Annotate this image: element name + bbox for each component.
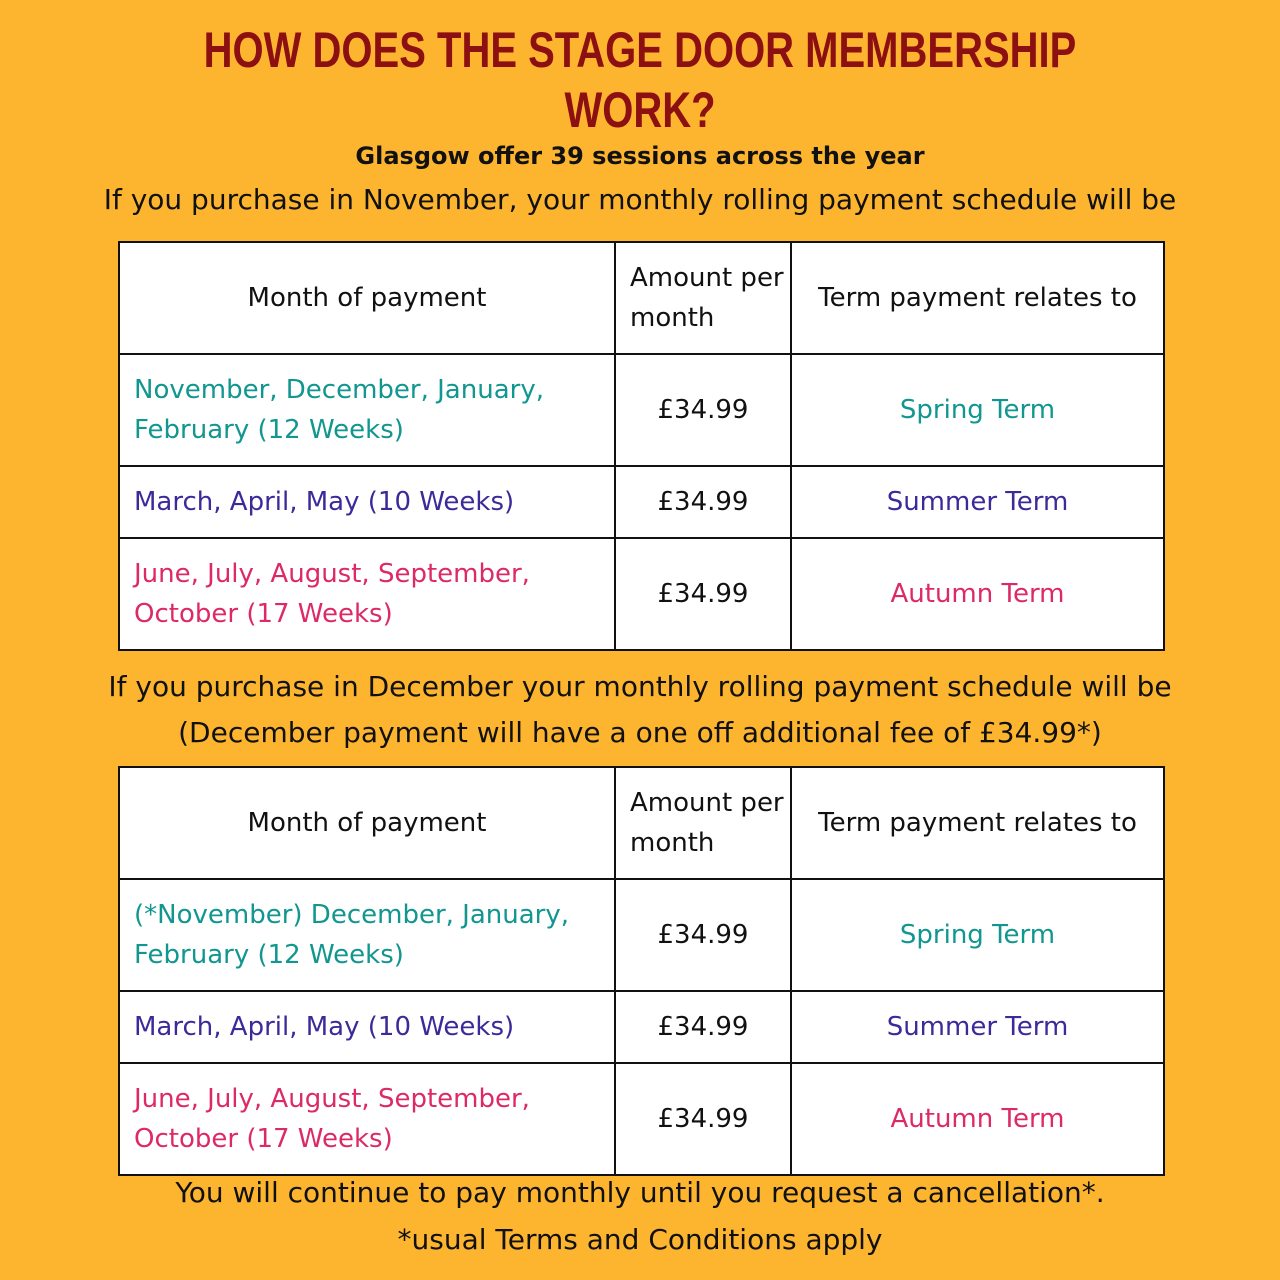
row-amount: £34.99 (615, 466, 791, 538)
table-row (119, 354, 1164, 466)
row-term: Summer Term (791, 466, 1164, 538)
row-months: March, April, May (10 Weeks) (119, 991, 615, 1063)
row-months: June, July, August, September, October (17 Weeks) (119, 538, 615, 650)
row-amount: £34.99 (615, 1063, 791, 1175)
december-fee-note: (December payment will have a one off additional fee of £34.99*) (178, 716, 1102, 749)
header-amount: Amount per month (615, 242, 791, 354)
november-schedule-table (118, 241, 1165, 651)
header-month: Month of payment (119, 242, 615, 354)
row-months: November, December, January, February (12 Weeks) (119, 354, 615, 466)
cancellation-note: You will continue to pay monthly until you request a cancellation*. (175, 1176, 1105, 1209)
row-amount: £34.99 (615, 538, 791, 650)
row-months: March, April, May (10 Weeks) (119, 466, 615, 538)
header-amount: Amount per month (615, 767, 791, 879)
sessions-subheading: Glasgow offer 39 sessions across the year (355, 142, 925, 170)
row-term: Summer Term (791, 991, 1164, 1063)
row-term: Autumn Term (791, 538, 1164, 650)
row-term: Autumn Term (791, 1063, 1164, 1175)
table-row (119, 466, 1164, 538)
row-term: Spring Term (791, 354, 1164, 466)
row-amount: £34.99 (615, 354, 791, 466)
november-intro: If you purchase in November, your monthly rolling payment schedule will be (103, 183, 1177, 216)
header-month: Month of payment (119, 767, 615, 879)
table-row (119, 1063, 1164, 1175)
header-term: Term payment relates to (791, 767, 1164, 879)
row-months: June, July, August, September, October (17 Weeks) (119, 1063, 615, 1175)
table-header-row (119, 242, 1164, 354)
terms-note: *usual Terms and Conditions apply (397, 1223, 883, 1256)
december-schedule-table (118, 766, 1165, 1176)
header-term: Term payment relates to (791, 242, 1164, 354)
table-row (119, 538, 1164, 650)
row-amount: £34.99 (615, 991, 791, 1063)
row-term: Spring Term (791, 879, 1164, 991)
row-amount: £34.99 (615, 879, 791, 991)
table-row (119, 879, 1164, 991)
december-intro: If you purchase in December your monthly rolling payment schedule will be (108, 670, 1172, 703)
table-header-row (119, 767, 1164, 879)
page-title: HOW DOES THE STAGE DOOR MEMBERSHIP WORK? (203, 22, 1077, 138)
row-months: (*November) December, January, February (12 Weeks) (119, 879, 615, 991)
table-row (119, 991, 1164, 1063)
